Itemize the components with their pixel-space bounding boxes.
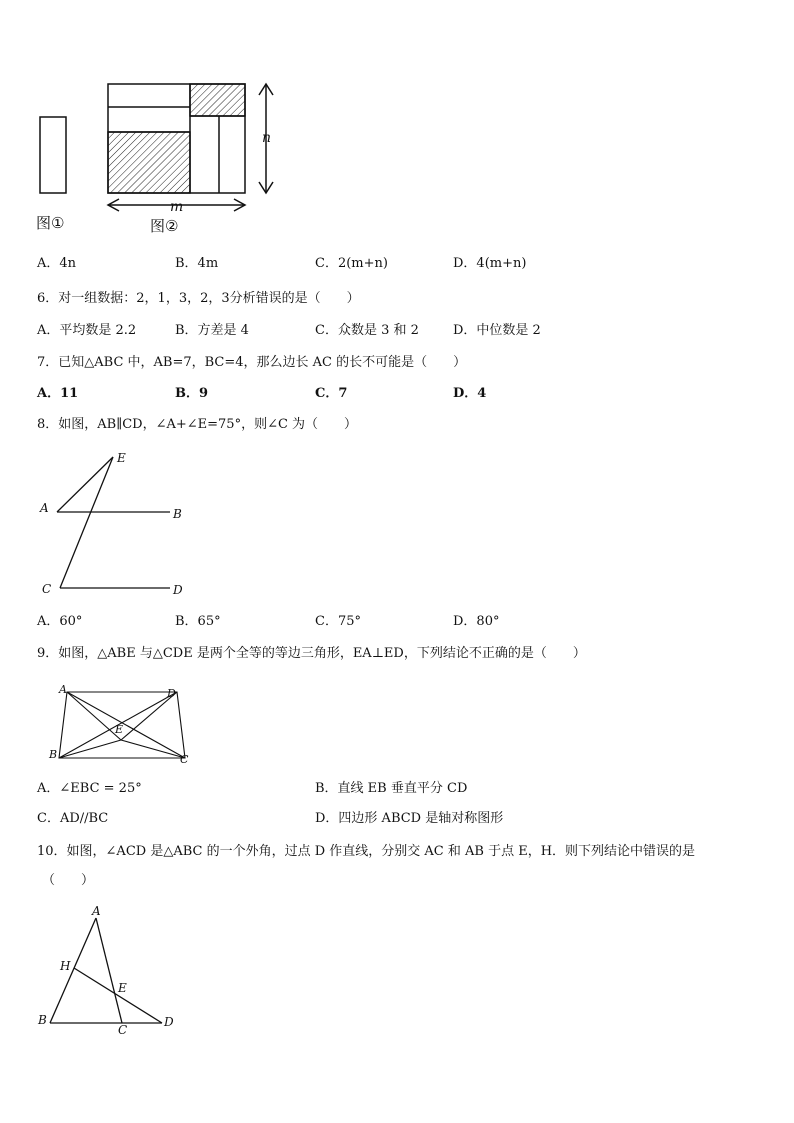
q8-label-b: B — [173, 507, 182, 521]
q7-stem: 7．已知△ABC 中，AB=7，BC=4，那么边长 AC 的长不可能是（ ） — [37, 355, 467, 370]
q9-option-c: C．AD//BC — [37, 811, 109, 826]
q10-label-b: B — [38, 1013, 47, 1027]
q6-stem: 6．对一组数据：2，1，3，2，3分析错误的是（ ） — [37, 291, 360, 306]
q8-label-a: A — [40, 501, 49, 515]
q5-option-b: B．4m — [175, 256, 219, 271]
q9-stem: 9．如图，△ABE 与△CDE 是两个全等的等边三角形，EA⊥ED，下列结论不正确的是（ ） — [37, 646, 586, 661]
q8-label-c: C — [42, 582, 52, 596]
q9-label-c: C — [180, 753, 189, 766]
figure-q10 — [30, 900, 180, 1036]
figure1-rectangle — [40, 117, 66, 193]
q9-label-e: E — [115, 723, 124, 736]
q5-option-a: A．4n — [37, 256, 77, 271]
q9-option-a: A．∠EBC = 25° — [37, 781, 142, 796]
q10-stem: 10．如图，∠ACD 是△ABC 的一个外角，过点 D 作直线，分别交 AC 和 AB 于点 E，H．则下列结论中错误的是 — [37, 844, 696, 859]
hatched-region-top-right — [190, 84, 245, 116]
q9-label-b: B — [49, 748, 58, 761]
q9-label-d: D — [167, 687, 176, 700]
q9-label-a: A — [59, 683, 67, 696]
q5-option-d: D．4(m+n) — [453, 256, 527, 271]
q8-label-e: E — [117, 451, 126, 465]
q10-label-h: H — [60, 959, 71, 973]
q8-option-b: B．65° — [175, 614, 221, 629]
q6-option-c: C．众数是 3 和 2 — [315, 323, 419, 338]
figure1-label: 图① — [36, 214, 65, 232]
q7-option-a: A．11 — [37, 386, 79, 401]
label-n: n — [262, 130, 272, 146]
hatched-region-bottom-left — [108, 132, 190, 193]
figure-q8 — [35, 448, 195, 600]
q6-option-d: D．中位数是 2 — [453, 323, 541, 338]
q10-stem-continuation: （ ） — [42, 873, 95, 888]
q9-option-b: B．直线 EB 垂直平分 CD — [315, 781, 468, 796]
q8-option-a: A．60° — [37, 614, 83, 629]
q7-option-b: B．9 — [175, 386, 209, 401]
figure-q5 — [30, 75, 290, 240]
q10-label-e: E — [118, 981, 127, 995]
q10-label-c: C — [118, 1023, 128, 1037]
q6-option-a: A．平均数是 2.2 — [37, 323, 137, 338]
q8-option-c: C．75° — [315, 614, 361, 629]
q6-option-b: B．方差是 4 — [175, 323, 249, 338]
label-m: m — [170, 199, 184, 215]
q8-option-d: D．80° — [453, 614, 500, 629]
q7-option-c: C．7 — [315, 386, 348, 401]
q7-option-d: D．4 — [453, 386, 487, 401]
figure-q9 — [45, 682, 205, 770]
q9-option-d: D．四边形 ABCD 是轴对称图形 — [315, 811, 504, 826]
q10-label-a: A — [92, 904, 101, 918]
q8-stem: 8．如图，AB∥CD，∠A+∠E=75°，则∠C 为（ ） — [37, 417, 358, 432]
q5-option-c: C．2(m+n) — [315, 256, 388, 271]
figure2-label: 图② — [150, 217, 179, 235]
q8-label-d: D — [173, 583, 183, 597]
q10-label-d: D — [164, 1015, 174, 1029]
